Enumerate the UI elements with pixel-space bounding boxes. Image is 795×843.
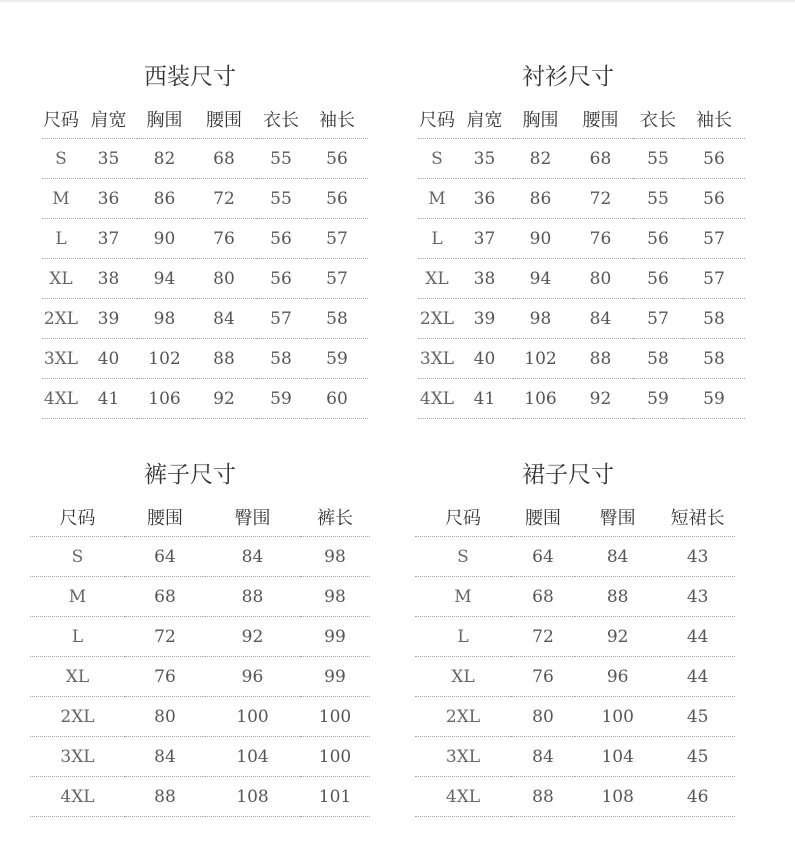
- shirt-measure-cell: 68: [568, 139, 633, 179]
- suit-measure-cell: 56: [306, 179, 368, 219]
- suit-size-cell: 4XL: [42, 379, 80, 419]
- suit-measure-cell: 59: [306, 339, 368, 379]
- shirt-measure-cell: 98: [513, 299, 568, 339]
- suit-table-row: [42, 299, 368, 339]
- pants-size-cell: XL: [30, 657, 125, 697]
- pants-measure-cell: 64: [125, 537, 205, 577]
- shirt-column-header: 腰围: [568, 100, 633, 139]
- skirt-measure-cell: 44: [660, 617, 735, 657]
- shirt-size-cell: 4XL: [418, 379, 456, 419]
- suit-column-header: 胸围: [137, 100, 192, 139]
- pants-measure-cell: 72: [125, 617, 205, 657]
- shirt-measure-cell: 86: [513, 179, 568, 219]
- shirt-measure-cell: 58: [683, 299, 745, 339]
- shirt-measure-cell: 55: [633, 179, 683, 219]
- top-divider: [0, 0, 795, 2]
- pants-measure-cell: 92: [205, 617, 300, 657]
- suit-measure-cell: 98: [137, 299, 192, 339]
- shirt-size-title: 衬衫尺寸: [522, 64, 614, 90]
- suit-column-header: 衣长: [256, 100, 306, 139]
- shirt-measure-cell: 59: [633, 379, 683, 419]
- suit-measure-cell: 86: [137, 179, 192, 219]
- shirt-measure-cell: 58: [633, 339, 683, 379]
- shirt-table-row: [418, 219, 745, 259]
- suit-size-cell: M: [42, 179, 80, 219]
- suit-measure-cell: 76: [192, 219, 256, 259]
- shirt-column-header: 肩宽: [456, 100, 513, 139]
- pants-size-cell: 4XL: [30, 777, 125, 817]
- skirt-measure-cell: 45: [660, 737, 735, 777]
- shirt-column-header: 衣长: [633, 100, 683, 139]
- suit-table-row: [42, 219, 368, 259]
- pants-measure-cell: 84: [205, 537, 300, 577]
- skirt-measure-cell: 76: [511, 657, 575, 697]
- skirt-size-cell: 3XL: [415, 737, 511, 777]
- suit-measure-cell: 72: [192, 179, 256, 219]
- shirt-table-row: [418, 259, 745, 299]
- suit-column-header: 腰围: [192, 100, 256, 139]
- shirt-table-row: [418, 379, 745, 419]
- suit-size-cell: S: [42, 139, 80, 179]
- suit-measure-cell: 57: [306, 259, 368, 299]
- suit-measure-cell: 37: [80, 219, 137, 259]
- shirt-measure-cell: 94: [513, 259, 568, 299]
- pants-size-cell: L: [30, 617, 125, 657]
- suit-measure-cell: 106: [137, 379, 192, 419]
- skirt-table-row: [415, 537, 735, 577]
- skirt-measure-cell: 84: [511, 737, 575, 777]
- skirt-measure-cell: 88: [575, 577, 660, 617]
- suit-header-row: [42, 100, 368, 139]
- skirt-table-row: [415, 697, 735, 737]
- pants-measure-cell: 100: [205, 697, 300, 737]
- shirt-size-cell: M: [418, 179, 456, 219]
- shirt-size-cell: 2XL: [418, 299, 456, 339]
- shirt-measure-cell: 56: [683, 139, 745, 179]
- pants-table-row: [30, 777, 370, 817]
- suit-table-row: [42, 259, 368, 299]
- pants-table-row: [30, 657, 370, 697]
- shirt-measure-cell: 58: [683, 339, 745, 379]
- pants-table-row: [30, 537, 370, 577]
- pants-measure-cell: 99: [300, 617, 370, 657]
- skirt-size-cell: M: [415, 577, 511, 617]
- suit-measure-cell: 39: [80, 299, 137, 339]
- skirt-column-header: 腰围: [511, 498, 575, 537]
- pants-table-row: [30, 617, 370, 657]
- skirt-size-title: 裙子尺寸: [522, 462, 614, 488]
- shirt-size-cell: L: [418, 219, 456, 259]
- suit-measure-cell: 90: [137, 219, 192, 259]
- suit-column-header: 袖长: [306, 100, 368, 139]
- skirt-measure-cell: 44: [660, 657, 735, 697]
- suit-measure-cell: 56: [256, 259, 306, 299]
- skirt-measure-cell: 46: [660, 777, 735, 817]
- shirt-measure-cell: 102: [513, 339, 568, 379]
- suit-measure-cell: 68: [192, 139, 256, 179]
- skirt-size-cell: XL: [415, 657, 511, 697]
- pants-measure-cell: 98: [300, 577, 370, 617]
- suit-column-header: 肩宽: [80, 100, 137, 139]
- suit-measure-cell: 80: [192, 259, 256, 299]
- shirt-measure-cell: 56: [633, 219, 683, 259]
- skirt-table-row: [415, 657, 735, 697]
- suit-measure-cell: 58: [306, 299, 368, 339]
- skirt-measure-cell: 100: [575, 697, 660, 737]
- suit-measure-cell: 56: [256, 219, 306, 259]
- pants-measure-cell: 76: [125, 657, 205, 697]
- skirt-measure-cell: 108: [575, 777, 660, 817]
- skirt-measure-cell: 84: [575, 537, 660, 577]
- suit-measure-cell: 59: [256, 379, 306, 419]
- pants-size-cell: 3XL: [30, 737, 125, 777]
- pants-table-row: [30, 737, 370, 777]
- skirt-measure-cell: 45: [660, 697, 735, 737]
- shirt-measure-cell: 82: [513, 139, 568, 179]
- suit-measure-cell: 84: [192, 299, 256, 339]
- suit-measure-cell: 88: [192, 339, 256, 379]
- pants-table-row: [30, 697, 370, 737]
- suit-measure-cell: 36: [80, 179, 137, 219]
- shirt-size-cell: 3XL: [418, 339, 456, 379]
- shirt-table-row: [418, 179, 745, 219]
- shirt-table-row: [418, 299, 745, 339]
- pants-measure-cell: 100: [300, 697, 370, 737]
- suit-measure-cell: 92: [192, 379, 256, 419]
- suit-measure-cell: 35: [80, 139, 137, 179]
- shirt-measure-cell: 57: [633, 299, 683, 339]
- suit-measure-cell: 82: [137, 139, 192, 179]
- pants-size-cell: M: [30, 577, 125, 617]
- shirt-measure-cell: 84: [568, 299, 633, 339]
- pants-column-header: 尺码: [30, 498, 125, 537]
- pants-size-table: [30, 498, 370, 817]
- skirt-table-row: [415, 617, 735, 657]
- shirt-table-row: [418, 139, 745, 179]
- pants-column-header: 腰围: [125, 498, 205, 537]
- skirt-header-row: [415, 498, 735, 537]
- suit-size-cell: XL: [42, 259, 80, 299]
- suit-measure-cell: 41: [80, 379, 137, 419]
- pants-size-cell: 2XL: [30, 697, 125, 737]
- skirt-measure-cell: 88: [511, 777, 575, 817]
- pants-measure-cell: 68: [125, 577, 205, 617]
- shirt-measure-cell: 92: [568, 379, 633, 419]
- skirt-measure-cell: 96: [575, 657, 660, 697]
- shirt-header-row: [418, 100, 745, 139]
- pants-measure-cell: 99: [300, 657, 370, 697]
- shirt-measure-cell: 90: [513, 219, 568, 259]
- pants-size-title: 裤子尺寸: [144, 462, 236, 488]
- shirt-measure-cell: 106: [513, 379, 568, 419]
- pants-column-header: 臀围: [205, 498, 300, 537]
- skirt-measure-cell: 43: [660, 577, 735, 617]
- pants-measure-cell: 80: [125, 697, 205, 737]
- suit-size-cell: 3XL: [42, 339, 80, 379]
- shirt-column-header: 袖长: [683, 100, 745, 139]
- shirt-measure-cell: 55: [633, 139, 683, 179]
- skirt-column-header: 臀围: [575, 498, 660, 537]
- pants-size-cell: S: [30, 537, 125, 577]
- pants-measure-cell: 96: [205, 657, 300, 697]
- skirt-table-row: [415, 577, 735, 617]
- pants-measure-cell: 88: [205, 577, 300, 617]
- suit-measure-cell: 56: [306, 139, 368, 179]
- suit-measure-cell: 57: [256, 299, 306, 339]
- skirt-table-row: [415, 777, 735, 817]
- shirt-measure-cell: 57: [683, 219, 745, 259]
- shirt-column-header: 尺码: [418, 100, 456, 139]
- suit-table-row: [42, 339, 368, 379]
- shirt-size-cell: S: [418, 139, 456, 179]
- shirt-measure-cell: 80: [568, 259, 633, 299]
- pants-header-row: [30, 498, 370, 537]
- pants-measure-cell: 104: [205, 737, 300, 777]
- skirt-measure-cell: 64: [511, 537, 575, 577]
- pants-measure-cell: 98: [300, 537, 370, 577]
- skirt-size-table: [415, 498, 735, 817]
- skirt-measure-cell: 68: [511, 577, 575, 617]
- pants-measure-cell: 108: [205, 777, 300, 817]
- shirt-measure-cell: 59: [683, 379, 745, 419]
- shirt-measure-cell: 57: [683, 259, 745, 299]
- shirt-measure-cell: 39: [456, 299, 513, 339]
- shirt-measure-cell: 35: [456, 139, 513, 179]
- suit-size-table: [42, 100, 368, 419]
- shirt-measure-cell: 40: [456, 339, 513, 379]
- skirt-column-header: 尺码: [415, 498, 511, 537]
- shirt-measure-cell: 41: [456, 379, 513, 419]
- shirt-measure-cell: 56: [683, 179, 745, 219]
- pants-measure-cell: 84: [125, 737, 205, 777]
- suit-table-row: [42, 379, 368, 419]
- suit-measure-cell: 57: [306, 219, 368, 259]
- skirt-size-cell: 2XL: [415, 697, 511, 737]
- skirt-measure-cell: 43: [660, 537, 735, 577]
- suit-table-row: [42, 139, 368, 179]
- pants-measure-cell: 101: [300, 777, 370, 817]
- shirt-table-row: [418, 339, 745, 379]
- suit-column-header: 尺码: [42, 100, 80, 139]
- skirt-measure-cell: 72: [511, 617, 575, 657]
- suit-size-cell: 2XL: [42, 299, 80, 339]
- suit-size-cell: L: [42, 219, 80, 259]
- pants-measure-cell: 100: [300, 737, 370, 777]
- shirt-measure-cell: 76: [568, 219, 633, 259]
- skirt-column-header: 短裙长: [660, 498, 735, 537]
- suit-size-title: 西装尺寸: [144, 64, 236, 90]
- suit-measure-cell: 55: [256, 139, 306, 179]
- suit-table-row: [42, 179, 368, 219]
- shirt-measure-cell: 38: [456, 259, 513, 299]
- skirt-size-cell: L: [415, 617, 511, 657]
- skirt-measure-cell: 80: [511, 697, 575, 737]
- shirt-measure-cell: 37: [456, 219, 513, 259]
- suit-measure-cell: 40: [80, 339, 137, 379]
- shirt-size-table: [418, 100, 745, 419]
- suit-measure-cell: 38: [80, 259, 137, 299]
- suit-measure-cell: 60: [306, 379, 368, 419]
- pants-measure-cell: 88: [125, 777, 205, 817]
- suit-measure-cell: 94: [137, 259, 192, 299]
- skirt-table-row: [415, 737, 735, 777]
- shirt-size-cell: XL: [418, 259, 456, 299]
- suit-measure-cell: 102: [137, 339, 192, 379]
- shirt-measure-cell: 56: [633, 259, 683, 299]
- suit-measure-cell: 55: [256, 179, 306, 219]
- skirt-measure-cell: 92: [575, 617, 660, 657]
- shirt-column-header: 胸围: [513, 100, 568, 139]
- shirt-measure-cell: 88: [568, 339, 633, 379]
- pants-table-row: [30, 577, 370, 617]
- pants-column-header: 裤长: [300, 498, 370, 537]
- suit-measure-cell: 58: [256, 339, 306, 379]
- shirt-measure-cell: 72: [568, 179, 633, 219]
- skirt-size-cell: 4XL: [415, 777, 511, 817]
- shirt-measure-cell: 36: [456, 179, 513, 219]
- skirt-measure-cell: 104: [575, 737, 660, 777]
- skirt-size-cell: S: [415, 537, 511, 577]
